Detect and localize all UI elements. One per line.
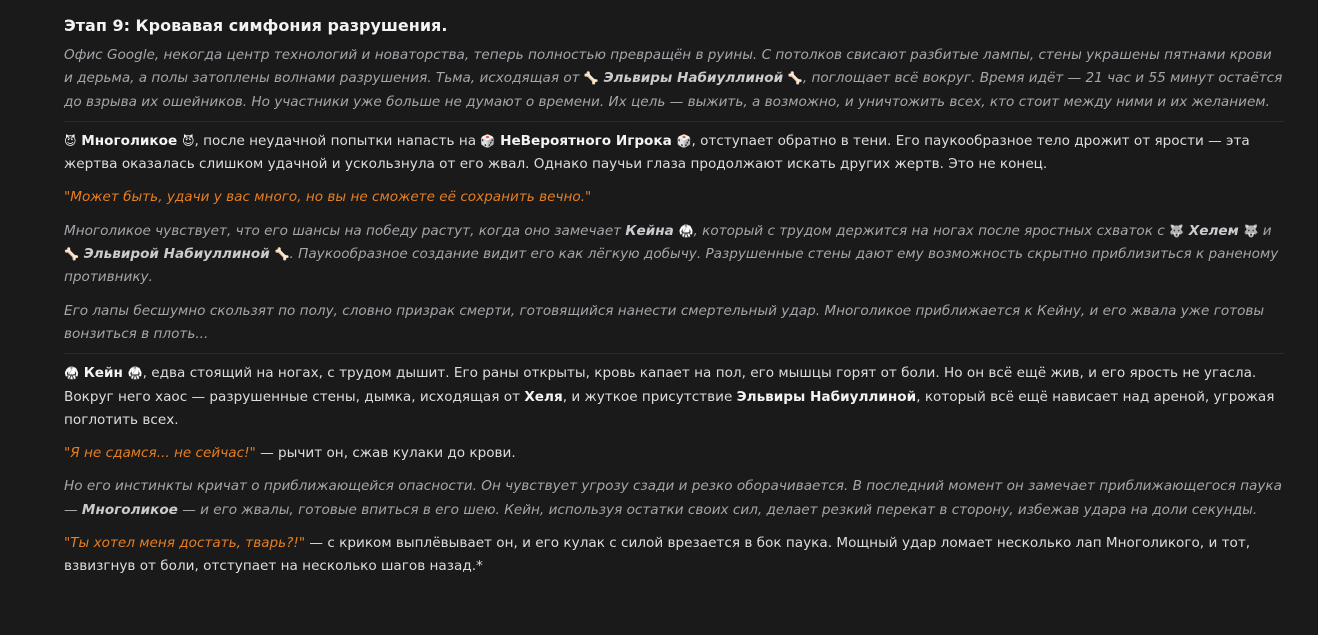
- text: , поглощает всё вокруг. Время идёт — 21 час и 55 минут остаётся до взрыва их ошейников. Но участники уже больше не думают о времени. Их цель — выжить, а возможно, и уничтожить всех, кто стоит между ними и их желанием.: [64, 70, 1283, 110]
- character-name: Эльвиры Набиуллиной: [736, 388, 917, 405]
- text: , едва стоящий на ногах, с трудом дышит. Его раны открыты, кровь капает на пол, его мышцы горят от боли. Но он всё ещё жив, и его ярость не угасла. Вокруг него хаос — разрушенные стены, дымка, исходящая от: [64, 365, 1257, 405]
- martial-arts-icon: 🥋: [678, 223, 694, 238]
- quote: "Может быть, удачи у вас много, но вы не сможете её сохранить вечно.": [64, 189, 592, 206]
- wolf-icon: 🐺: [1243, 223, 1259, 238]
- text: — рычит он, сжав кулаки до крови.: [255, 445, 516, 462]
- text: — и его жвалы, готовые впиться в его шею. Кейн, используя остатки своих сил, делает резкий перекат в сторону, избежав удара на доли секунды.: [177, 501, 1258, 518]
- character-name: Хеля: [524, 388, 563, 405]
- text: , и жуткое присутствие: [562, 388, 737, 405]
- narration-paragraph: Его лапы бесшумно скользят по полу, словно призрак смерти, готовящийся нанести смертельный удар. Многоликое приближается к Кейну, и его жвала уже готовы вонзиться в плоть...: [64, 302, 1265, 342]
- character-name: НеВероятного Игрока: [500, 132, 672, 149]
- character-name: Многоликое: [81, 132, 178, 149]
- block1-paragraph: [64, 130, 1284, 177]
- dice-icon: 🎲: [676, 133, 692, 148]
- quote-line: [64, 532, 1284, 579]
- character-name: Эльвиры Набиуллиной: [603, 70, 784, 87]
- text: — с криком выплёвывает он, и его кулак с силой врезается в бок паука. Мощный удар ломает несколько лап Многоликого, и тот, взвизгнув от боли, отступает на несколько шагов назад.*: [64, 535, 1251, 575]
- quote-line: [64, 442, 1284, 465]
- character-name: Хелем: [1188, 222, 1239, 239]
- bone-icon: 🦴: [274, 247, 290, 262]
- quote: "Я не сдамся... не сейчас!": [64, 445, 256, 462]
- divider: [64, 353, 1284, 354]
- bone-icon: 🦴: [787, 71, 803, 86]
- bone-icon: 🦴: [64, 247, 79, 262]
- text: , отступает обратно в тени. Его паукообразное тело дрожит от ярости — эта жертва оказалась слишком удачной и ускользнула от его жвал. Однако паучьи глаза продолжают искать других жертв. Это не конец.: [64, 132, 1250, 173]
- intro-paragraph: [64, 44, 1284, 114]
- divider: [64, 121, 1284, 122]
- quote: "Ты хотел меня достать, тварь?!": [64, 535, 306, 552]
- narration-paragraph: [64, 475, 1284, 522]
- martial-arts-icon: 🥋: [127, 366, 143, 381]
- devil-icon: 😈: [64, 133, 77, 148]
- text: Офис Google, некогда центр технологий и новаторства, теперь полностью превращён в руины. С потолков свисают разбитые лампы, стены украшены пятнами крови и дерьма, а полы затоплены волнами разрушения. Тьма, исходящая от: [64, 47, 1272, 87]
- character-name: Кейна: [625, 222, 674, 239]
- text: Но его инстинкты кричат о приближающейся опасности. Он чувствует угрозу сзади и резко оборачивается. В последний момент он замечает приближающегося паука —: [64, 478, 1282, 518]
- narration-paragraph: [64, 220, 1284, 290]
- character-name: Кейн: [83, 365, 123, 382]
- text: . Паукообразное создание видит его как лёгкую добычу. Разрушенные стены дают ему возможность скрытно приблизиться к раненому противнику.: [64, 246, 1279, 286]
- dice-icon: 🎲: [480, 133, 496, 148]
- text: и: [1258, 222, 1272, 239]
- text: , который всё ещё нависает над ареной, угрожая поглотить всех.: [64, 388, 1275, 428]
- message-content: [64, 14, 1284, 579]
- text: , который с трудом держится на ногах после яростных схваток с: [693, 222, 1170, 239]
- wolf-icon: 🐺: [1169, 223, 1185, 238]
- devil-icon: 😈: [181, 133, 195, 148]
- block2-paragraph: [64, 362, 1284, 432]
- stage-title: Этап 9: Кровавая симфония разрушения.: [64, 16, 448, 35]
- character-name: Многоликое: [81, 501, 178, 518]
- character-name: Эльвирой Набиуллиной: [83, 246, 270, 263]
- text: , после неудачной попытки напасть на: [194, 132, 481, 149]
- bone-icon: 🦴: [583, 71, 599, 86]
- martial-arts-icon: 🥋: [64, 366, 79, 381]
- text: Многоликое чувствует, что его шансы на победу растут, когда оно замечает: [64, 222, 626, 239]
